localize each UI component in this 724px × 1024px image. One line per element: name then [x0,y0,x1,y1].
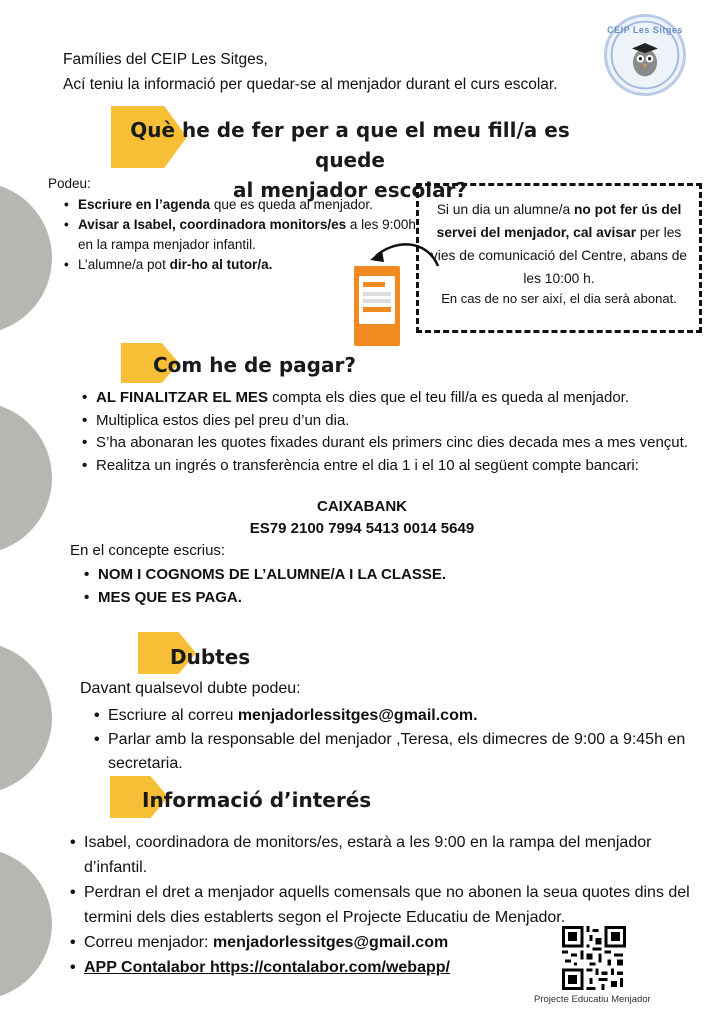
section-title-info: Informació d’interés [142,788,372,812]
list-item-bold: Escriure en l’agenda [78,197,211,212]
list-item-text: Parlar amb la responsable del menjador ,Teresa, els dimecres de 9:00 a 9:45h en secretaria. [108,731,686,772]
qr-caption: Projecte Educatiu Menjador [534,994,651,1005]
payment-steps-list [78,387,698,477]
list-item [78,432,698,455]
podeu-label: Podeu: [48,176,91,191]
list-item-text: S’ha abonaran les quotes fixades durant els primers cinc dies decada mes a mes vençut. [96,434,688,451]
decorative-circle [0,848,52,1000]
list-item [60,195,420,215]
list-item-bold: AL FINALITZAR EL MES [96,389,268,406]
bank-iban: ES79 2100 7994 5413 0014 5649 [249,520,475,537]
list-item-text: compta els dies que el teu fill/a es queda al menjador. [267,389,630,406]
intro-greeting: Famílies del CEIP Les Sitges, [63,51,268,68]
questions-list [90,704,690,776]
concepte-label: En el concepte escrius: [70,542,226,559]
list-item [78,387,698,410]
list-item-bold: Avisar a Isabel, coordinadora monitors/es [78,217,347,232]
list-item [78,455,698,478]
school-owl-logo-icon [604,14,686,96]
concepte-list [80,563,446,609]
notice-text-rest: per les vies de comunicació del Centre, abans de les 10:00 h. [430,225,688,286]
notice-bold: no pot fer ús del servei del menjador, cal avisar [436,202,682,240]
email-link[interactable]: menjadorlessitges@gmail.com. [237,707,478,724]
list-item [90,728,690,776]
absence-notice-box [416,183,702,333]
list-item [66,830,706,880]
list-item-text: que es queda al menjador. [210,197,373,212]
list-item-bold: dir-ho al tutor/a. [169,257,273,272]
list-item: • NOM I COGNOMS DE L’ALUMNE/A I LA CLASSE. [80,563,446,586]
intro-text [63,47,558,97]
list-item-text: Perdran el dret a menjador aquells comensals que no abonen la seua quotes dins del termini dels dies establerts segon el Projecte Educatiu de Menjador. [84,884,690,926]
logo-text: CEIP Les Sitges [607,25,683,35]
app-link[interactable]: APP Contalabor https://contalabor.com/webapp/ [84,959,450,976]
list-item-text: Isabel, coordinadora de monitors/es, estarà a les 9:00 en la rampa del menjador d’infantil. [84,834,652,876]
list-item-text: Escriure al correu [108,707,238,724]
list-item-text: Realitza un ingrés o transferència entre el dia 1 i el 10 al següent compte bancari: [96,456,639,474]
list-item-text: Multiplica estos dies pel preu d’un dia. [96,411,350,429]
notice-note: En cas de no ser així, el dia serà abonat. [441,291,677,306]
intro-description: Ací teniu la informació per quedar-se al menjador durant el curs escolar. [63,76,558,93]
list-item-text: a les 9:00h. en la rampa menjador infantil. [78,217,420,252]
email-link[interactable]: menjadorlessitges@gmail.com [212,934,449,951]
list-item-text: Correu menjador: [84,934,213,951]
section-title-line2: al menjador escolar? [232,178,468,202]
qr-code-icon [562,926,626,990]
notice-text: Si un dia un alumne/a [436,202,574,217]
section-title-questions: Dubtes [170,645,251,669]
section-title-payment: Com he de pagar? [153,353,356,377]
list-item-text: L’alumne/a pot [78,257,170,272]
list-item [66,880,706,930]
section-title-line1: Què he de fer per a que el meu fill/a es quede [130,118,570,172]
decorative-circle [0,642,52,794]
phone-screen [359,276,395,324]
list-item [90,704,690,728]
list-item [78,410,698,433]
decorative-circle [0,182,52,334]
questions-intro: Davant qualsevol dubte podeu: [80,680,301,697]
list-item: • MES QUE ES PAGA. [80,586,446,609]
bank-name: CAIXABANK [317,498,407,515]
contalabor-app-phone-icon [354,266,400,346]
